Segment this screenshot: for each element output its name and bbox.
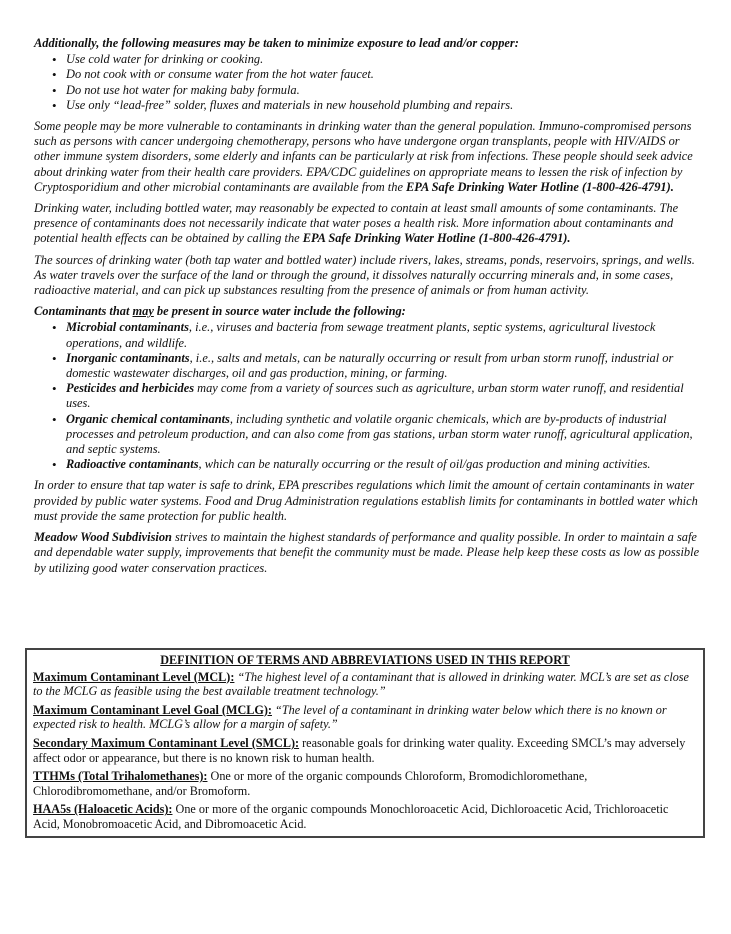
definition-term: Secondary Maximum Contaminant Level (SMCL): [33, 735, 300, 750]
contaminants-list [34, 320, 700, 472]
list-item: • Use only “lead-free” solder, fluxes and materials in new household plumbing and repairs. [66, 98, 700, 113]
contaminant-term: Radioactive contaminants [66, 457, 199, 472]
definition-text: One or more of the organic compounds Chloroform, Bromodichloromethane, Chlorodibromomethane, and/or Bromoform. [33, 769, 588, 798]
heading-post: be present in source water include the following: [153, 304, 406, 319]
contaminant-term: Organic chemical contaminants [66, 411, 230, 426]
definition-text: “The level of a contaminant in drinking water below which there is no known or expected risk to health. MCLG’s allow for a margin of safety.” [33, 702, 667, 732]
list-item: • Do not use hot water for making baby formula. [66, 83, 700, 98]
list-item [66, 351, 700, 381]
contaminants-heading [34, 304, 700, 319]
meadow-text: strives to maintain the highest standards of performance and quality possible. In order to maintain a safe and dependable water supply, improvements that benefit the community must be made. Please help keep these costs as low as possible by utilizing good water conservation practices. [34, 530, 700, 575]
contaminant-term: Microbial contaminants [66, 320, 189, 335]
list-item: • Do not cook with or consume water from the hot water faucet. [66, 67, 700, 82]
meadow-paragraph [34, 530, 700, 576]
bottled-text: Drinking water, including bottled water, may reasonably be expected to contain at least small amounts of some contaminants. The presence of contaminants does not necessarily indicate that water poses a health risk. More information about contaminants and potential health effects can be obtained by calling the [34, 201, 679, 246]
definition-text: reasonable goals for drinking water quality. Exceeding SMCL’s may adversely affect odor or appearance, but there is no known risk to human health. [33, 735, 686, 765]
definition-smcl [33, 736, 697, 765]
contaminant-term: Pesticides and herbicides [66, 381, 195, 396]
measures-heading: Additionally, the following measures may be taken to minimize exposure to lead and/or copper: [34, 36, 519, 50]
definition-term: TTHMs (Total Trihalomethanes): [33, 769, 208, 784]
bottled-paragraph [34, 201, 700, 247]
list-item [66, 457, 700, 472]
contaminant-text: , i.e., salts and metals, can be naturally occurring or result from urban storm runoff, industrial or domestic wastewater discharges, oil and gas production, mining, or farming. [66, 350, 674, 381]
definition-term: Maximum Contaminant Level (MCL): [33, 669, 235, 684]
hotline-text: EPA Safe Drinking Water Hotline (1-800-426-4791). [406, 179, 674, 194]
contaminant-term: Inorganic contaminants [66, 350, 190, 365]
definition-mclg [33, 703, 697, 732]
heading-pre: Contaminants that [34, 304, 133, 319]
definition-mcl [33, 670, 697, 699]
document-page [34, 36, 700, 582]
list-item [66, 381, 700, 411]
contaminant-text: , i.e., viruses and bacteria from sewage treatment plants, septic systems, agricultural livestock operations, and wildlife. [66, 320, 656, 350]
definition-text: “The highest level of a contaminant that is allowed in drinking water. MCL’s are set as close to the MCLG as feasible using the best available treatment technology.” [33, 669, 689, 699]
vulnerable-paragraph [34, 119, 700, 195]
measures-list [34, 52, 700, 113]
list-item [66, 412, 700, 458]
list-item: • Use cold water for drinking or cooking. [66, 52, 700, 67]
sources-paragraph: The sources of drinking water (both tap water and bottled water) include rivers, lakes, streams, ponds, reservoirs, springs, and wells. As water travels over the surface of the land or through the ground, it dissolves naturally occurring minerals and, in some cases, radioactive material, and can pick up substances resulting from the presence of animals or from human activity. [34, 252, 695, 298]
contaminant-text: , which can be naturally occurring or the result of oil/gas production and mining activities. [198, 457, 651, 472]
definition-haa5 [33, 802, 697, 831]
definition-term: HAA5s (Haloacetic Acids): [33, 802, 173, 817]
contaminant-text: , including synthetic and volatile organic chemicals, which are by-products of industrial processes and petroleum production, and can also come from gas stations, urban storm water runoff, agricultural application, and septic systems. [66, 411, 693, 457]
subdivision-name: Meadow Wood Subdivision [34, 530, 172, 545]
contaminant-text: may come from a variety of sources such as agriculture, urban storm water runoff, and residential uses. [66, 381, 684, 411]
definition-text: One or more of the organic compounds Monochloroacetic Acid, Dichloroacetic Acid, Trichloroacetic Acid, Monobromoacetic Acid, and Dibromoacetic Acid. [33, 802, 669, 831]
heading-may: may [132, 304, 154, 319]
definitions-title: DEFINITION OF TERMS AND ABBREVIATIONS USED IN THIS REPORT [160, 653, 570, 667]
list-item [66, 320, 700, 350]
regulations-paragraph: In order to ensure that tap water is safe to drink, EPA prescribes regulations which limit the amount of certain contaminants in water provided by public water systems. Food and Drug Administration regulations establish limits for contaminants in bottled water which must provide the same protection for public health. [34, 478, 698, 523]
definitions-box [25, 648, 705, 838]
hotline-text: EPA Safe Drinking Water Hotline (1-800-426-4791). [302, 231, 571, 246]
vulnerable-text: Some people may be more vulnerable to contaminants in drinking water than the general population. Immuno-compromised persons such as persons with cancer undergoing chemotherapy, persons who have undergone organ transplants, people with HIV/AIDS or other immune system disorders, some elderly and infants can be particularly at risk from infections. These people should seek advice about drinking water from their health care providers. EPA/CDC guidelines on appropriate means to lessen the risk of infection by Cryptosporidium and other microbial contaminants are available from the [34, 119, 693, 194]
definition-tthm [33, 769, 697, 798]
definition-term: Maximum Contaminant Level Goal (MCLG): [33, 702, 272, 717]
